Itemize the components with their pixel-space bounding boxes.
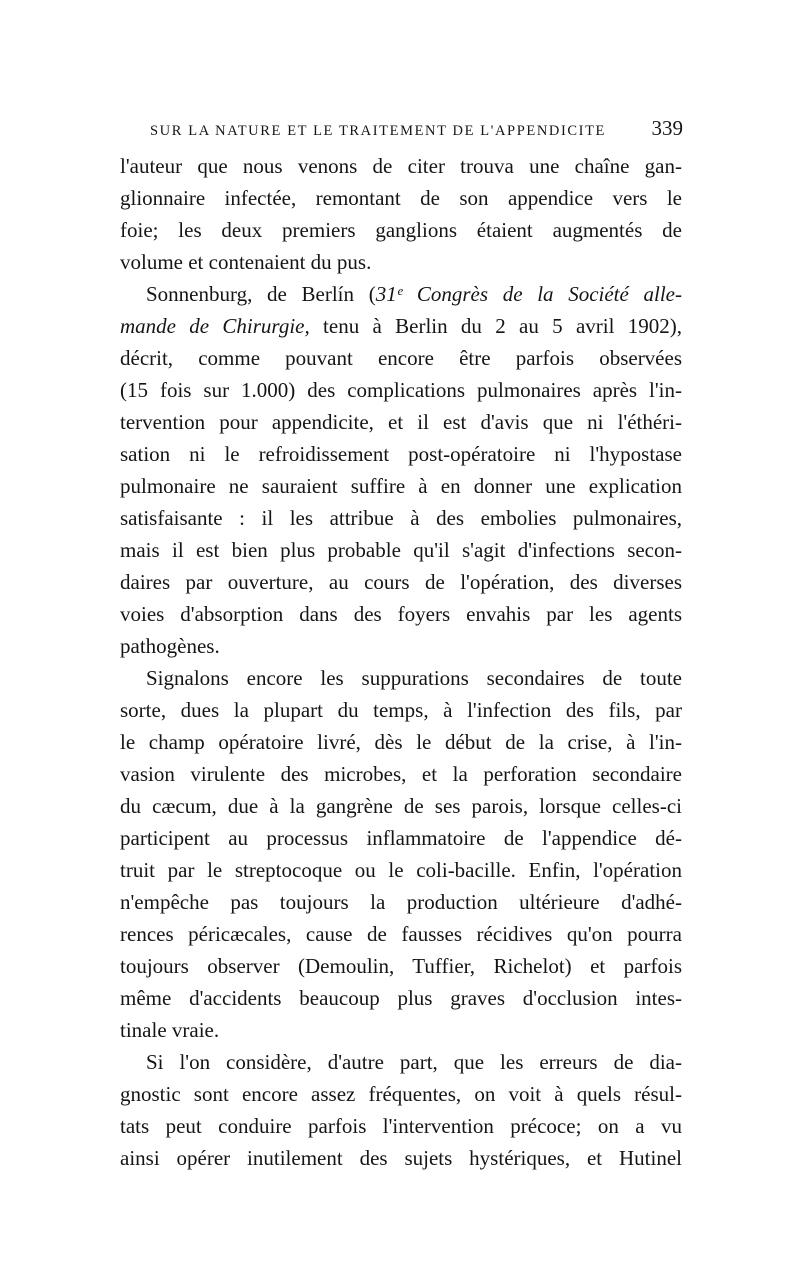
text-line: volume et contenaient du pus. [120,250,372,274]
text-line: (15 fois sur 1.000) des complications pulmonaires après l'in- [120,378,682,402]
text-line: foie; les deux premiers ganglions étaient augmentés de [120,218,682,242]
text-line: participent au processus inflammatoire de l'appendice dé- [120,826,682,850]
text-line: mais il est bien plus probable qu'il s'agit d'infections secon- [120,538,682,562]
text-line: tats peut conduire parfois l'intervention précoce; on a vu [120,1114,682,1138]
text-line: Si l'on considère, d'autre part, que les erreurs de dia- [146,1050,682,1074]
text-line: voies d'absorption dans des foyers envahis par les agents [120,602,682,626]
text-line: rences péricæcales, cause de fausses récidives qu'on pourra [120,922,682,946]
text-span: Sonnenburg, de Berlín ( [146,282,376,306]
text-span: tenu à Berlin du 2 au 5 avril 1902), [309,314,682,338]
italic-citation: 31ᵉ Congrès de la Société alle- [375,282,682,306]
text-line: tinale vraie. [120,1018,220,1042]
text-line: le champ opératoire livré, dès le début de la crise, à l'in- [120,730,682,754]
text-line: toujours observer (Demoulin, Tuffier, Richelot) et parfois [120,954,682,978]
text-line: même d'accidents beaucoup plus graves d'occlusion intes- [120,986,682,1010]
text-line: ainsi opérer inutilement des sujets hystériques, et Hutinel [120,1146,682,1170]
page-number: 339 [651,116,683,140]
text-line [120,310,682,342]
text-line: sation ni le refroidissement post-opératoire ni l'hypostase [120,442,682,466]
italic-citation: mande de Chirurgie, [120,314,310,338]
text-line: du cæcum, due à la gangrène de ses parois, lorsque celles-ci [120,794,682,818]
text-line: Signalons encore les suppurations secondaires de toute [146,666,682,690]
text-line: glionnaire infectée, remontant de son appendice vers le [120,186,682,210]
text-line: vasion virulente des microbes, et la perforation secondaire [120,762,682,786]
text-line: tervention pour appendicite, et il est d'avis que ni l'éthéri- [120,410,682,434]
text-line: l'auteur que nous venons de citer trouva une chaîne gan- [120,154,682,178]
text-line [146,278,682,310]
text-line: décrit, comme pouvant encore être parfois observées [120,346,682,370]
text-line: pulmonaire ne sauraient suffire à en donner une explication [120,474,682,498]
text-line: sorte, dues la plupart du temps, à l'infection des fils, par [120,698,682,722]
text-line: truit par le streptocoque ou le coli-bacille. Enfin, l'opération [120,858,682,882]
text-line: daires par ouverture, au cours de l'opération, des diverses [120,570,682,594]
running-head: SUR LA NATURE ET LE TRAITEMENT DE L'APPENDICITE [150,123,607,139]
text-line: n'empêche pas toujours la production ultérieure d'adhé- [120,890,682,914]
text-line: gnostic sont encore assez fréquentes, on voit à quels résul- [120,1082,682,1106]
text-line: satisfaisante : il les attribue à des embolies pulmonaires, [120,506,682,530]
text-line: pathogènes. [120,634,220,658]
page-header [150,116,683,142]
